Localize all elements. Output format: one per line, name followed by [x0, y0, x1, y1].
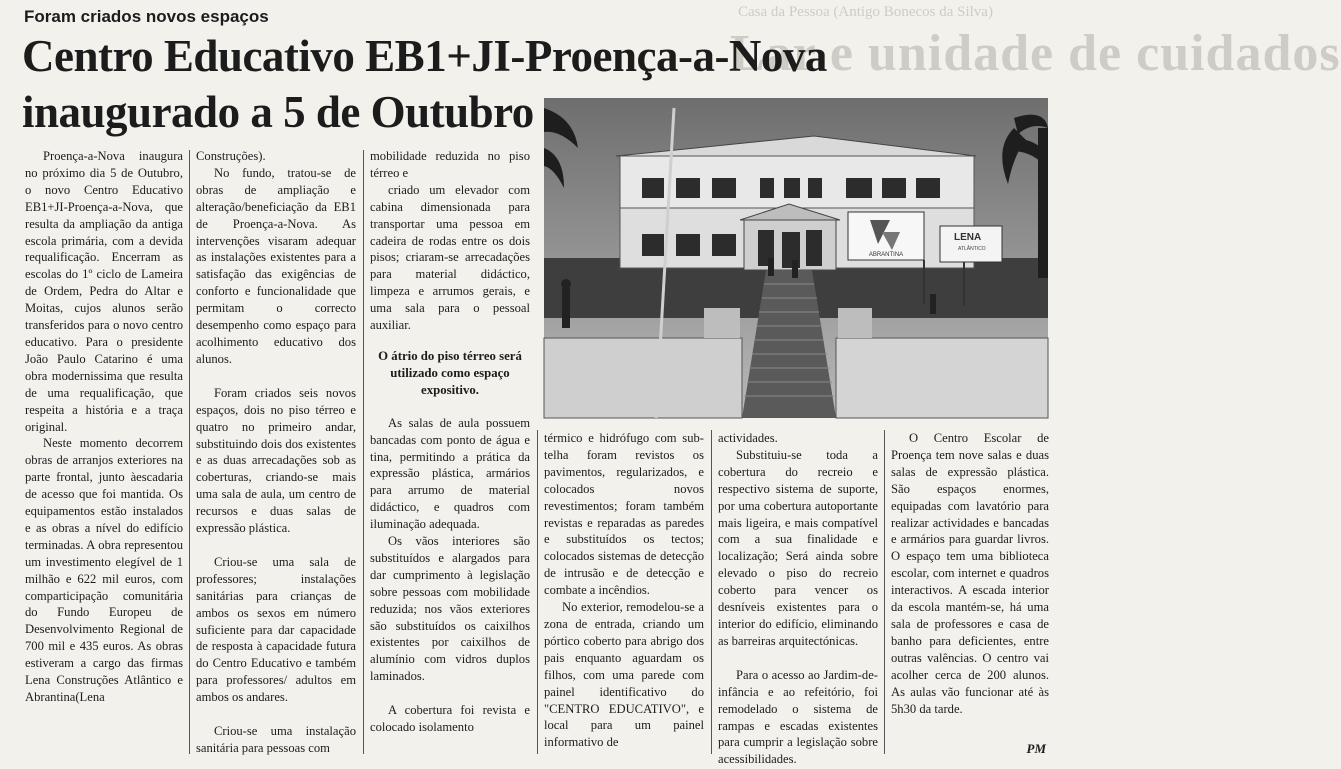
paragraph: No exterior, remodelou-se a zona de entrada, criando um pórtico coberto para abrigo dos pais enquanto aguardam os filhos, com uma parede com painel identificativo do "CENTRO EDUCATIVO", e local para um painel informativo de: [544, 600, 704, 750]
school-building-photo: [544, 98, 1048, 418]
column-1: [25, 148, 183, 706]
paragraph: Construções).: [196, 149, 266, 163]
paragraph: Para o acesso ao Jardim-de-infância e ao refeitório, foi remodelado o sistema de rampas e escadas existentes para cumprir a legislação sobre acessibilidades.: [718, 667, 878, 767]
article-kicker: Foram criados novos espaços: [24, 7, 269, 26]
subheading: O átrio do piso térreo será utilizado como espaço expositivo.: [378, 348, 522, 397]
sign-atlantico-text: ATLÂNTICO: [958, 246, 986, 252]
column-divider: [189, 150, 190, 754]
school-building-illustration: [544, 98, 1048, 418]
paragraph: mobilidade reduzida no piso térreo e: [370, 149, 530, 180]
column-2: [196, 148, 356, 757]
paragraph: O Centro Escolar de Proença tem nove salas e duas salas de expressão plástica. São espaços enormes, equipadas com lavatório para realizar actividades e bancadas e armários para guardar livros. O espaço tem uma biblioteca escolar, com internet e quadros interactivos. A escada interior da escola mantém-se, há uma sala de professores e casa de banho para deficientes, entre outras valências. O centro vai acolher cerca de 200 alunos. As aulas vão funcionar até às 5h30 da tarde.: [891, 431, 1049, 716]
paragraph: Criou-se uma sala de professores; instalações sanitárias para crianças de ambos os sexos em número suficiente para dar capacidade de resposta à capacidade futura do Centro Educativo e também para professores/ adultos em ambos os andares.: [196, 554, 356, 705]
paragraph: No fundo, tratou-se de obras de ampliação e alteração/beneficiação da EB1 de Proença-a-Nova. As intervenções visaram adequar as instalações existentes para a satisfação das exigências de conforto e funcionalidade que permitam o correcto desempenho como espaço para acolhimento educativo dos alunos.: [196, 165, 356, 366]
column-divider: [711, 430, 712, 754]
column-divider: [537, 430, 538, 754]
paragraph: Criou-se uma instalação sanitária para pessoas com: [196, 724, 356, 755]
column-divider: [884, 430, 885, 754]
sign-abrantina-text: ABRANTINA: [868, 252, 904, 258]
paragraph: actividades.: [718, 431, 778, 445]
paragraph: Substituiu-se toda a cobertura do recreio e respectivo sistema de suporte, por uma cobertura autoportante mais ligeira, e mais compatível com a sua finalidade e localização; Será ainda sobre elevado o piso do recreio coberto para vencer os desníveis existentes para o interior do edifício, eliminando as barreiras arquitectónicas.: [718, 447, 878, 648]
paragraph: criado um elevador com cabina dimensionada para transportar uma pessoa em cadeira de rodas entre os dois pisos; criaram-se arrecadações para material didáctico, limpeza e arrumos gerais, e uma sala para o pessoal auxiliar.: [370, 182, 530, 333]
paragraph: As salas de aula possuem bancadas com ponto de água e tina, permitindo a prática da expressão plástica, armários para arrumo de material didáctico, e quadros com iluminação adequada.: [370, 415, 530, 532]
paragraph: Os vãos interiores são substituídos e alargados para dar cumprimento à legislação sobre pessoas com mobilidade reduzida; nos vãos exteriores são substituídos os caixilhos existentes por caixilhos de alumínio com vidros duplos laminados.: [370, 534, 530, 684]
paragraph: A cobertura foi revista e colocado isolamento: [370, 703, 530, 735]
paragraph: Neste momento decorrem obras de arranjos exteriores na parte frontal, junto àescadaria de acesso que foi mantida. Os equipamentos estão instalados e as obras a nível do edifício terminadas. A obra representou um investimento elegível de 1 milhão e 622 mil euros, com comparticipação comunitária do Fundo Europeu de Desenvolvimento Regional de 700 mil e 435 euros. As obras estiveram a cargo das firmas Lena Construções Atlântico e Abrantina(Lena: [25, 436, 183, 704]
paragraph: Foram criados seis novos espaços, dois no piso térreo e quatro no primeiro andar, substituindo dois dos existentes e as duas arrecadações sob as coberturas, criando-se mais uma sala de aula, um centro de recursos e duas salas de expressão plástica.: [196, 385, 356, 536]
column-divider: [363, 150, 364, 754]
column-4: [544, 430, 704, 751]
adjacent-headline: Lar e unidade de cuidados: [730, 25, 1341, 82]
sign-lena-text: LENA: [954, 232, 982, 243]
headline-line-2: inaugurado a 5 de Outubro: [22, 87, 534, 137]
author-signature: PM: [1026, 741, 1046, 756]
adjacent-kicker: Casa da Pessoa (Antigo Bonecos da Silva): [738, 4, 993, 20]
paragraph: térmico e hidrófugo com sub- telha foram revistos os pavimentos, regularizados, e colocados novos revestimentos; foram também revistas e reparadas as paredes e substituídos os tectos; colocados sistemas de detecção de intrusão e de detecção e combate a incêndios.: [544, 431, 704, 598]
column-6: [891, 430, 1049, 717]
column-5: [718, 430, 878, 768]
headline-line-1: Centro Educativo EB1+JI-Proença-a-Nova: [22, 31, 827, 81]
paragraph: Proença-a-Nova inaugura no próximo dia 5 de Outubro, o novo Centro Educativo EB1+JI-Proença-a-Nova, que resulta da ampliação da antiga escola primária, com a devida requalificação. Encerram as escolas do 1º ciclo de Lameira de Ordem, Pedra do Altar e Moitas, cujos alunos serão transferidos para o novo centro educativo. Para o presidente João Paulo Catarino é uma obra modernissima que resulta de uma requalificação, que respeita a história e a traça original.: [25, 149, 183, 434]
column-3: [370, 148, 530, 736]
